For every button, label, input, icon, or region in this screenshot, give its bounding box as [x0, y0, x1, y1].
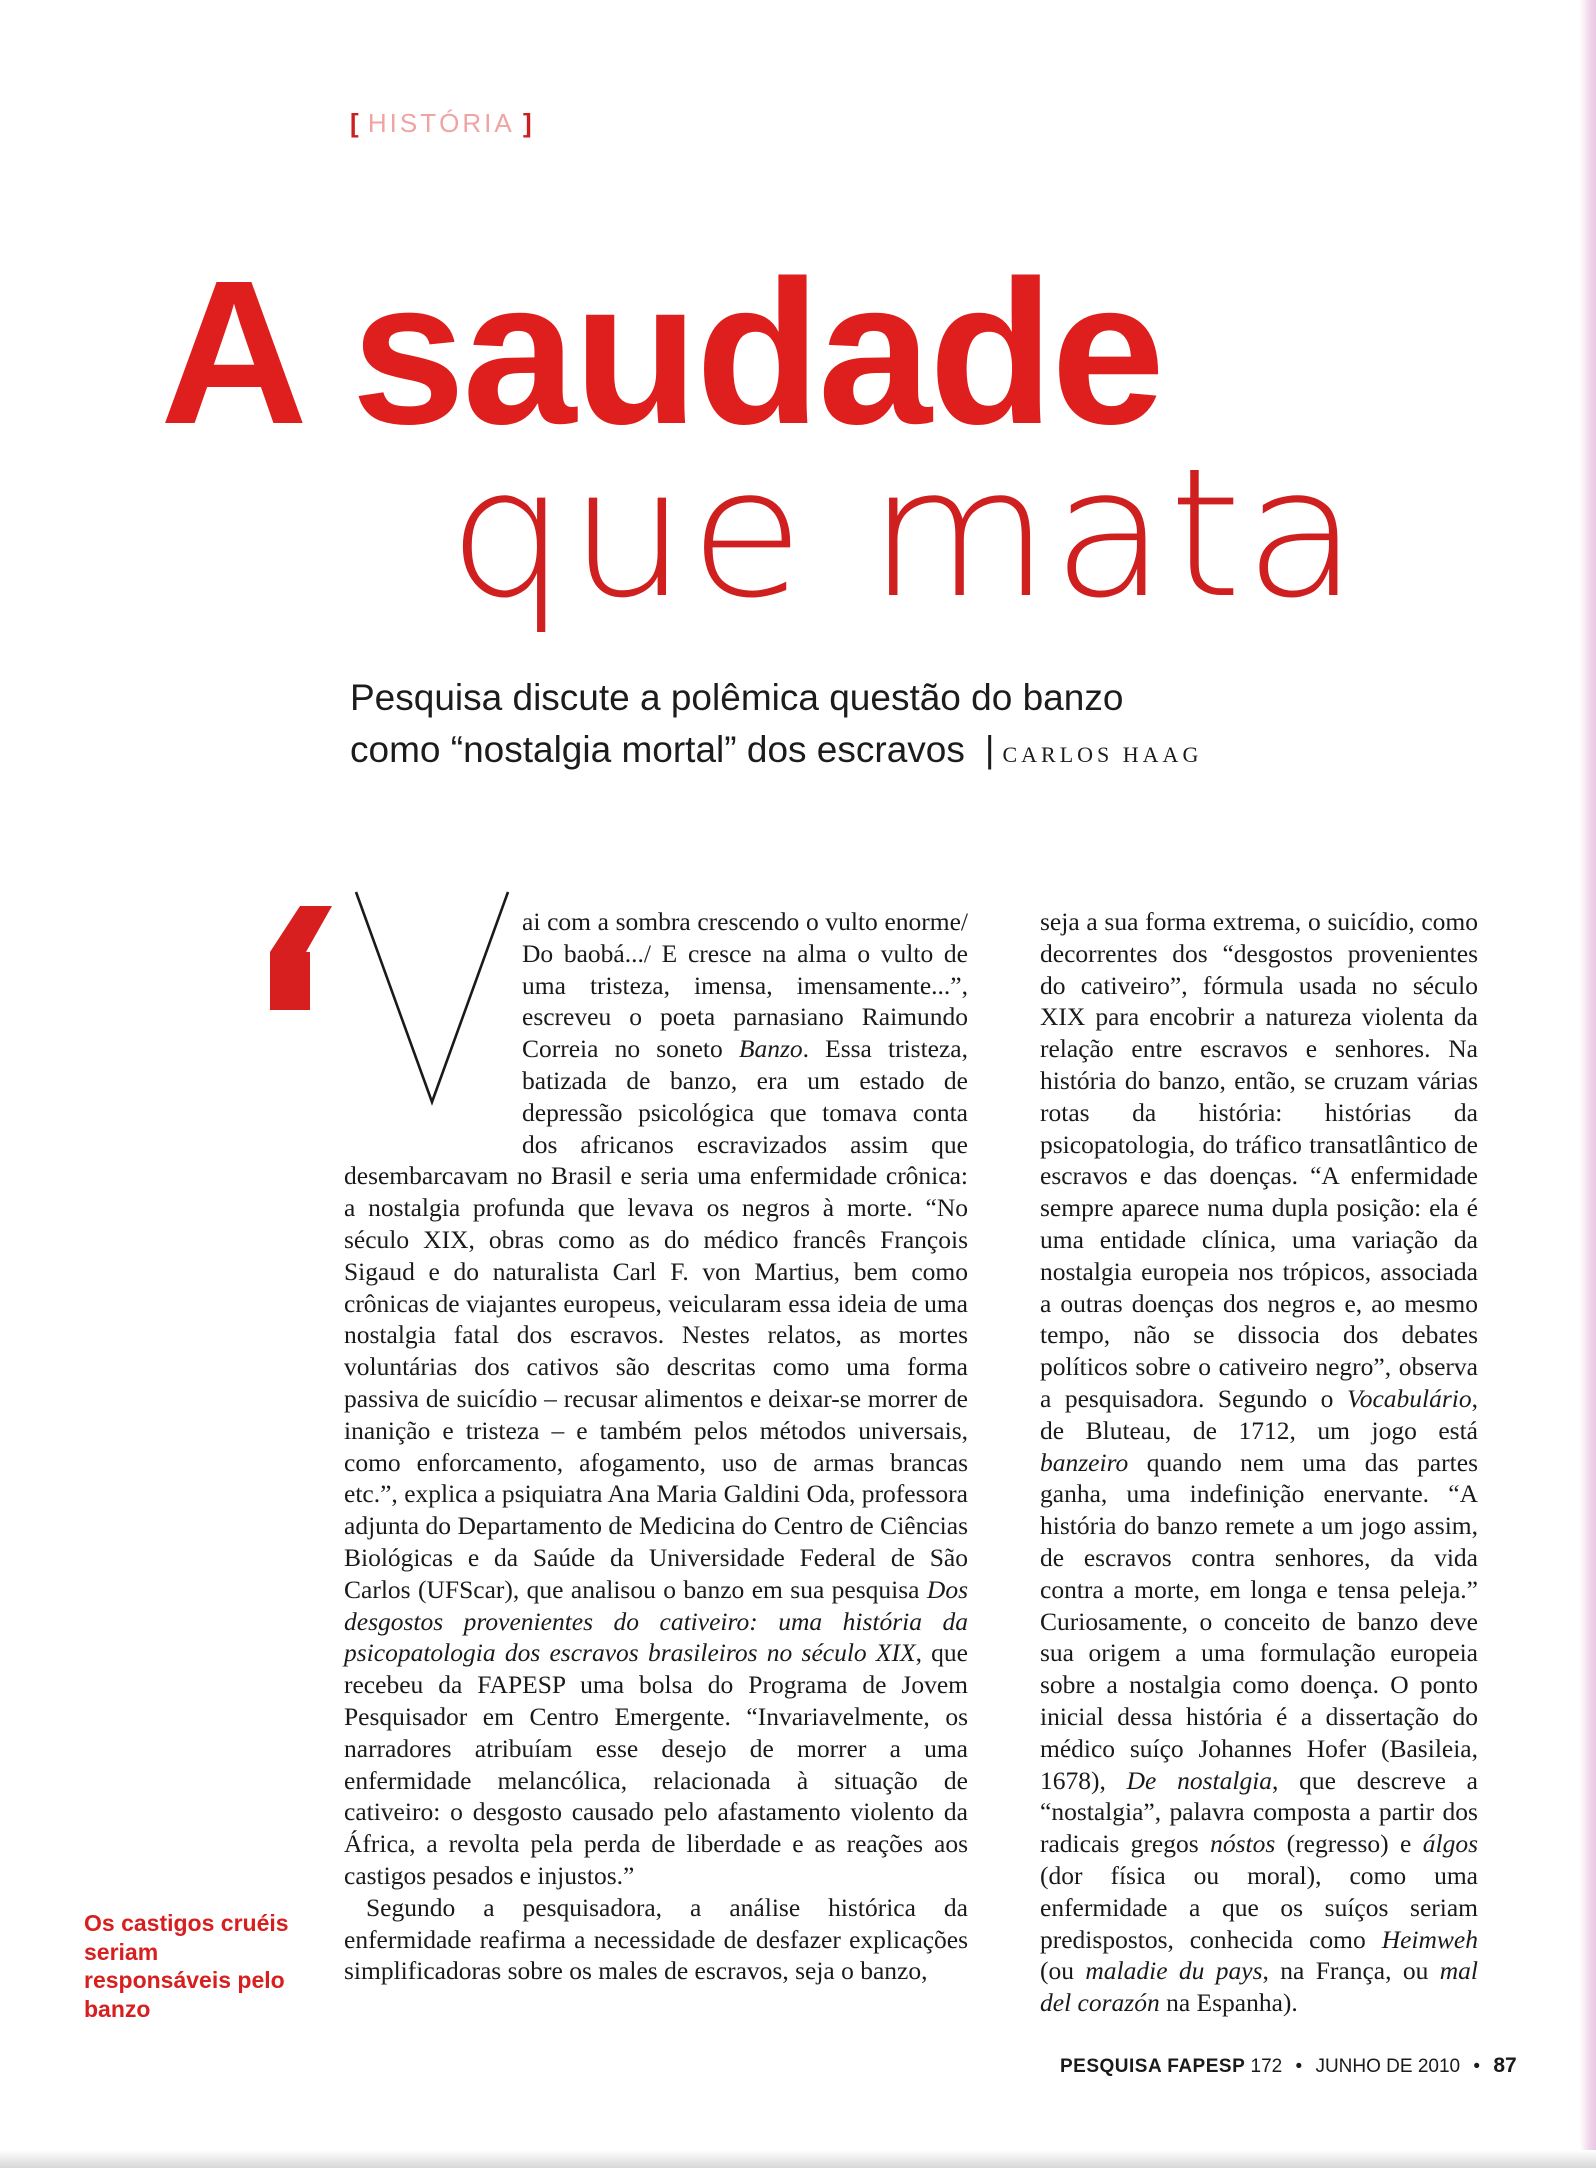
article-paragraph: Segundo a pesquisadora, a análise histórica da enfermidade reafirma a necessidade de desfazer explicações simplificadoras sobre os males de escravos, seja o banzo, [344, 1892, 968, 1986]
footer-bullet: • [1295, 2056, 1303, 2077]
subtitle [350, 672, 1350, 781]
footer-bullet: • [1473, 2056, 1481, 2077]
italic-term: De nostalgia [1126, 1765, 1273, 1795]
italic-term: álgos [1422, 1829, 1478, 1859]
page-edge-bottom [0, 2150, 1596, 2168]
section-label [350, 108, 533, 139]
subtitle-line-1: Pesquisa discute a polêmica questão do banzo [350, 677, 1124, 718]
byline-author: CARLOS HAAG [1002, 742, 1203, 767]
italic-term: banzeiro [1040, 1447, 1129, 1477]
article-paragraph: seja a sua forma extrema, o suicídio, como decorrentes dos “desgostos provenientes do cativeiro”, fórmula usada no século XIX para encobrir a natureza violenta da relação entre escravos e senhores. Na história do banzo, então, se cruzam várias rotas da história: histórias da psicopatologia, do tráfico transatlântico de escravos e das doenças. “A enfermidade sempre aparece numa dupla posição: ela é uma entidade clínica, uma variação da nostalgia europeia nos trópicos, associada a outras doenças dos negros e, ao mesmo tempo, não se dissocia dos debates políticos sobre o cativeiro negro”, observa a pesquisadora. Segundo o Vocabulário, de Bluteau, de 1712, um jogo está banzeiro quando nem uma das partes ganha, uma indefinição enervante. “A história do banzo remete a um jogo assim, de escravos contra senhores, da vida contra a morte, em longa e tensa peleja.” Curiosamente, o conceito de banzo deve sua origem a uma formulação europeia sobre a nostalgia como doença. O ponto inicial dessa história é a dissertação do médico suíço Johannes Hofer (Basileia, 1678), De nostalgia, que descreve a “nostalgia”, palavra composta a partir dos radicais gregos nóstos (regresso) e álgos (dor física ou moral), como uma enfermidade a que os suíços seriam predispostos, conhecida como Heimweh (ou maladie du pays, na França, ou mal del corazón na Espanha). [1040, 907, 1478, 2018]
section-bracket-open: [ [350, 108, 360, 138]
section-name: HISTÓRIA [367, 108, 515, 138]
article-column-2 [1040, 906, 1478, 2019]
subtitle-line-2-text: como “nostalgia mortal” dos escravos [350, 729, 965, 770]
headline-line-2: que mata [448, 430, 1361, 637]
page-footer [1060, 2054, 1517, 2078]
subtitle-line-2 [350, 724, 1350, 781]
italic-term: Vocabulário [1346, 1383, 1472, 1413]
italic-term: Heimweh [1381, 1924, 1478, 1954]
section-bracket-close: ] [522, 108, 533, 138]
byline-separator: | [984, 729, 995, 770]
footer-date: JUNHO DE 2010 [1315, 2056, 1461, 2077]
italic-term: Banzo [738, 1034, 803, 1064]
footer-magazine-name: PESQUISA FAPESP [1060, 2056, 1246, 2077]
page-number: 87 [1493, 2054, 1517, 2077]
italic-term: nóstos [1210, 1829, 1276, 1859]
footer-issue-number: 172 [1250, 2056, 1283, 2077]
headline-line-1: A saudade [160, 238, 1163, 467]
italic-term: maladie du pays [1085, 1956, 1263, 1986]
italic-term: Dos desgostos provenientes do cativeiro: uma história da psicopatologia dos escravos brasileiros no século XIX [344, 1574, 968, 1668]
article-column-1 [344, 906, 968, 1987]
page-edge [1580, 0, 1596, 2168]
pull-quote: Os castigos cruéis seriam responsáveis pelo banzo [84, 1910, 289, 2022]
article-paragraph: ai com a sombra crescendo o vulto enorme/ Do baobá.../ E cresce na alma o vulto de uma tristeza, imensa, imensamente...”, escreveu o poeta parnasiano Raimundo Correia no soneto Banzo. Essa tristeza, batizada de banzo, era um estado de depressão psicológica que tomava conta dos africanos escravizados assim que desembarcavam no Brasil e seria uma enfermidade crônica: a nostalgia profunda que levava os negros à morte. “No século XIX, obras como as do médico francês François Sigaud e do naturalista Carl F. von Martius, bem como crônicas de viajantes europeus, veicularam essa ideia de uma nostalgia fatal dos escravos. Nestes relatos, as mortes voluntárias dos cativos são descritas como uma forma passiva de suicídio – recusar alimentos e deixar-se morrer de inanição e tristeza – e também pelos métodos universais, como enforcamento, afogamento, uso de armas brancas etc.”, explica a psiquiatra Ana Maria Galdini Oda, professora adjunta do Departamento de Medicina do Centro de Ciências Biológicas e da Saúde da Universidade Federal de São Carlos (UFScar), que analisou o banzo em sua pesquisa Dos desgostos provenientes do cativeiro: uma história da psicopatologia dos escravos brasileiros no século XIX, que recebeu da FAPESP uma bolsa do Programa de Jovem Pesquisador em Centro Emergente. “Invariavelmente, os narradores atribuíam esse desejo de morrer a uma enfermidade melancólica, relacionada à situação de cativeiro: o desgosto causado pelo afastamento violento da África, a revolta pela perda de liberdade e as reações aos castigos pesados e injustos.” [344, 907, 968, 1890]
italic-term: mal del corazón [1040, 1956, 1478, 2018]
drop-cap-space [344, 906, 522, 1138]
opening-quote-icon [270, 906, 340, 1010]
